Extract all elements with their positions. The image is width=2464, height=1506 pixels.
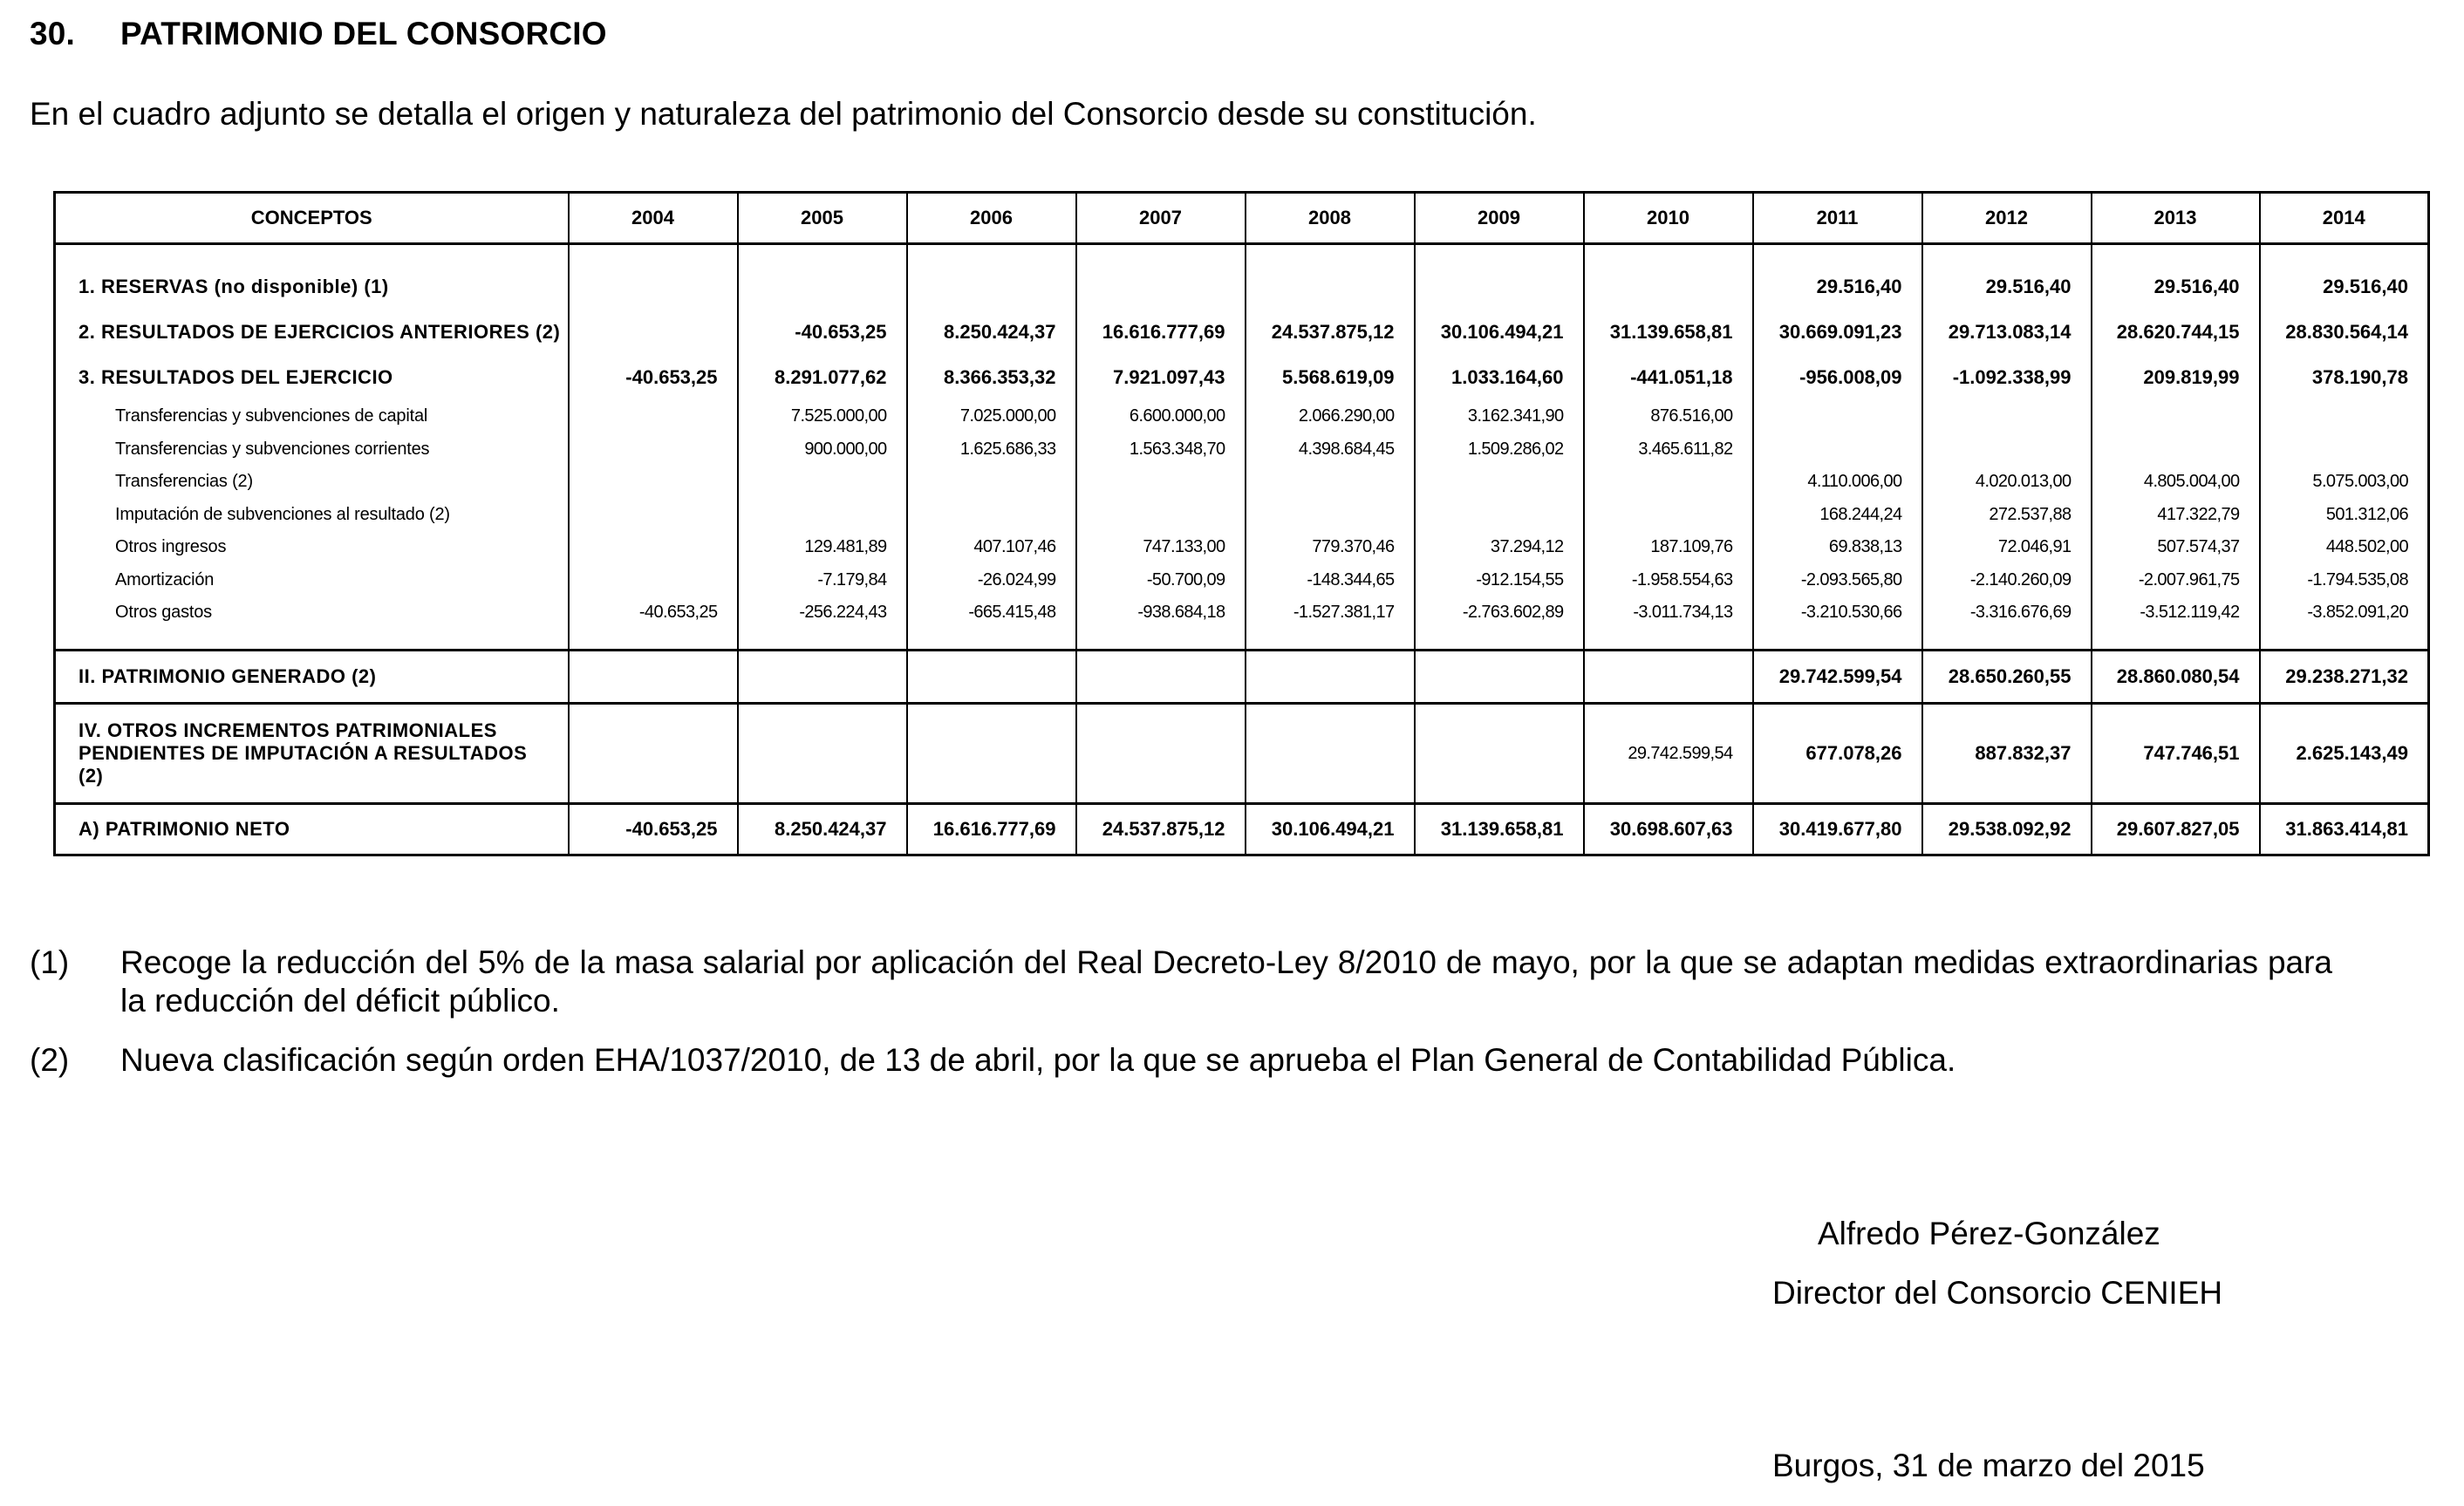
table-cell: 8.291.077,62 — [738, 355, 907, 400]
footnote-text: Recoge la reducción del 5% de la masa salarial por aplicación del Real Decreto-Ley 8/2010 de mayo, por la que se adaptan medidas extraordinarias para la reducción del déficit público. — [120, 944, 2332, 1019]
table-cell: 168.244,24 — [1753, 499, 1922, 532]
table-cell: 5.075.003,00 — [2260, 466, 2429, 499]
table-cell: 29.516,40 — [1922, 244, 2092, 310]
table-cell: -1.527.381,17 — [1246, 596, 1415, 630]
column-header: 2014 — [2260, 193, 2429, 244]
table-cell: 8.250.424,37 — [907, 310, 1076, 355]
table-cell — [1584, 499, 1753, 532]
table-cell: 7.025.000,00 — [907, 400, 1076, 433]
section-heading — [30, 16, 607, 52]
table-cell — [1246, 703, 1415, 803]
table-cell: 187.109,76 — [1584, 531, 1753, 564]
table-cell: -1.794.535,08 — [2260, 564, 2429, 597]
column-header: 2013 — [2092, 193, 2260, 244]
table-cell: 69.838,13 — [1753, 531, 1922, 564]
table-cell: 1.625.686,33 — [907, 433, 1076, 467]
table-cell: 876.516,00 — [1584, 400, 1753, 433]
table-subrow — [55, 499, 2429, 532]
table-cell: 29.516,40 — [2092, 244, 2260, 310]
row-label: 2. RESULTADOS DE EJERCICIOS ANTERIORES (2) — [55, 310, 569, 355]
table-cell: -665.415,48 — [907, 596, 1076, 630]
table-cell: 72.046,91 — [1922, 531, 2092, 564]
table-cell: 29.516,40 — [1753, 244, 1922, 310]
table-cell: -3.316.676,69 — [1922, 596, 2092, 630]
table-cell: -26.024,99 — [907, 564, 1076, 597]
table-cell — [2092, 433, 2260, 467]
subrow-label: Amortización — [55, 564, 569, 597]
table-cell — [569, 650, 738, 703]
table-cell — [569, 310, 738, 355]
table-cell — [907, 466, 1076, 499]
table-cell: 29.713.083,14 — [1922, 310, 2092, 355]
table-cell: 779.370,46 — [1246, 531, 1415, 564]
column-header: 2004 — [569, 193, 738, 244]
table-subrow — [55, 596, 2429, 630]
table-cell: 4.805.004,00 — [2092, 466, 2260, 499]
table-cell — [569, 703, 738, 803]
row-label-line: (2) — [78, 764, 104, 787]
table-cell: 900.000,00 — [738, 433, 907, 467]
table-cell — [1753, 433, 1922, 467]
row-label: II. PATRIMONIO GENERADO (2) — [55, 650, 569, 703]
table-cell: 30.106.494,21 — [1246, 803, 1415, 855]
table-cell: -2.093.565,80 — [1753, 564, 1922, 597]
table-cell: 24.537.875,12 — [1246, 310, 1415, 355]
table-row-patrimonio-generado — [55, 650, 2429, 703]
table-cell — [1415, 244, 1584, 310]
table-cell — [1076, 650, 1246, 703]
table-cell: -2.140.260,09 — [1922, 564, 2092, 597]
patrimonio-table — [53, 191, 2430, 856]
table-cell: 378.190,78 — [2260, 355, 2429, 400]
table-cell — [1076, 499, 1246, 532]
table-cell: 8.250.424,37 — [738, 803, 907, 855]
table-cell: -2.007.961,75 — [2092, 564, 2260, 597]
table-cell — [1246, 499, 1415, 532]
table-cell: 28.620.744,15 — [2092, 310, 2260, 355]
table-cell: 30.106.494,21 — [1415, 310, 1584, 355]
table-cell: 6.600.000,00 — [1076, 400, 1246, 433]
table-cell — [1076, 244, 1246, 310]
table-cell — [907, 499, 1076, 532]
table-cell: 29.742.599,54 — [1753, 650, 1922, 703]
place-and-date: Burgos, 31 de marzo del 2015 — [1772, 1448, 2205, 1483]
table-cell — [1584, 466, 1753, 499]
table-cell — [2260, 433, 2429, 467]
table-cell: -3.210.530,66 — [1753, 596, 1922, 630]
table-cell: 4.110.006,00 — [1753, 466, 1922, 499]
table-subrow — [55, 433, 2429, 467]
table-cell — [2260, 400, 2429, 433]
table-cell — [1076, 466, 1246, 499]
footnotes — [30, 944, 2332, 1101]
column-header: CONCEPTOS — [55, 193, 569, 244]
row-label: 1. RESERVAS (no disponible) (1) — [55, 244, 569, 310]
table-cell: 16.616.777,69 — [907, 803, 1076, 855]
table-cell: 31.139.658,81 — [1415, 803, 1584, 855]
table-cell — [1584, 650, 1753, 703]
table-cell — [1415, 499, 1584, 532]
table-cell: 29.238.271,32 — [2260, 650, 2429, 703]
table-cell: 30.669.091,23 — [1753, 310, 1922, 355]
table-cell — [569, 244, 738, 310]
table-cell: -956.008,09 — [1753, 355, 1922, 400]
table-cell: 24.537.875,12 — [1076, 803, 1246, 855]
table-cell: 129.481,89 — [738, 531, 907, 564]
table-cell: 209.819,99 — [2092, 355, 2260, 400]
column-header: 2007 — [1076, 193, 1246, 244]
table-cell: 1.509.286,02 — [1415, 433, 1584, 467]
table-cell: -3.011.734,13 — [1584, 596, 1753, 630]
table-subrow — [55, 466, 2429, 499]
table-cell — [1415, 466, 1584, 499]
table-row — [55, 310, 2429, 355]
footnote-text: Nueva clasificación según orden EHA/1037/2010, de 13 de abril, por la que se aprueba el Plan General de Contabilidad Pública. — [120, 1042, 1956, 1078]
table-cell — [569, 564, 738, 597]
row-label-line: PENDIENTES DE IMPUTACIÓN A RESULTADOS — [78, 741, 528, 764]
table-header-row — [55, 193, 2429, 244]
signatory-name: Alfredo Pérez-González — [1818, 1216, 2160, 1251]
table-cell: -441.051,18 — [1584, 355, 1753, 400]
table-cell: 1.563.348,70 — [1076, 433, 1246, 467]
footnote — [30, 1041, 2332, 1080]
column-header: 2012 — [1922, 193, 2092, 244]
table-cell: 7.921.097,43 — [1076, 355, 1246, 400]
table-cell: 677.078,26 — [1753, 703, 1922, 803]
table-cell: 29.538.092,92 — [1922, 803, 2092, 855]
table-cell — [1922, 433, 2092, 467]
table-cell: 2.066.290,00 — [1246, 400, 1415, 433]
footnote-marker: (2) — [30, 1042, 70, 1078]
row-label-line: IV. OTROS INCREMENTOS PATRIMONIALES — [78, 719, 497, 741]
table-cell — [569, 499, 738, 532]
table-cell: -256.224,43 — [738, 596, 907, 630]
section-title: PATRIMONIO DEL CONSORCIO — [120, 16, 607, 51]
table-cell: 29.516,40 — [2260, 244, 2429, 310]
table-cell — [1584, 244, 1753, 310]
table-cell: -7.179,84 — [738, 564, 907, 597]
column-header: 2005 — [738, 193, 907, 244]
table-cell — [907, 650, 1076, 703]
table-cell — [907, 703, 1076, 803]
table-cell: 28.650.260,55 — [1922, 650, 2092, 703]
table-cell: 501.312,06 — [2260, 499, 2429, 532]
table-cell — [738, 499, 907, 532]
table-cell: 417.322,79 — [2092, 499, 2260, 532]
table-row-otros-incrementos — [55, 703, 2429, 803]
table-cell: 31.863.414,81 — [2260, 803, 2429, 855]
footnote-marker: (1) — [30, 944, 70, 980]
table-cell — [1922, 400, 2092, 433]
table-cell — [569, 466, 738, 499]
subrow-label: Otros ingresos — [55, 531, 569, 564]
table-row — [55, 355, 2429, 400]
table-cell — [1246, 244, 1415, 310]
table-cell: 5.568.619,09 — [1246, 355, 1415, 400]
table-cell: 28.860.080,54 — [2092, 650, 2260, 703]
table-cell: -3.852.091,20 — [2260, 596, 2429, 630]
table-cell — [738, 244, 907, 310]
table-cell: -1.092.338,99 — [1922, 355, 2092, 400]
table-cell: 272.537,88 — [1922, 499, 2092, 532]
table-subrow — [55, 564, 2429, 597]
table-cell: 2.625.143,49 — [2260, 703, 2429, 803]
subrow-label: Transferencias (2) — [55, 466, 569, 499]
table-cell — [1753, 400, 1922, 433]
table-cell: -938.684,18 — [1076, 596, 1246, 630]
table-cell: 3.465.611,82 — [1584, 433, 1753, 467]
intro-paragraph: En el cuadro adjunto se detalla el origen y naturaleza del patrimonio del Consorcio desde su constitución. — [30, 96, 1537, 132]
table-cell — [569, 433, 738, 467]
table-row — [55, 244, 2429, 310]
table-cell — [738, 466, 907, 499]
column-header: 2008 — [1246, 193, 1415, 244]
table-cell: 8.366.353,32 — [907, 355, 1076, 400]
table-cell: 37.294,12 — [1415, 531, 1584, 564]
row-label — [55, 703, 569, 803]
table-cell: 7.525.000,00 — [738, 400, 907, 433]
column-header: 2006 — [907, 193, 1076, 244]
table-cell: 30.419.677,80 — [1753, 803, 1922, 855]
table-cell: -40.653,25 — [569, 596, 738, 630]
table-row-patrimonio-neto — [55, 803, 2429, 855]
table-cell: -40.653,25 — [569, 803, 738, 855]
table-cell: -2.763.602,89 — [1415, 596, 1584, 630]
table-cell: 30.698.607,63 — [1584, 803, 1753, 855]
table-subrow — [55, 400, 2429, 433]
subrow-label: Transferencias y subvenciones de capital — [55, 400, 569, 433]
table-cell: 4.020.013,00 — [1922, 466, 2092, 499]
column-header: 2010 — [1584, 193, 1753, 244]
row-label: A) PATRIMONIO NETO — [55, 803, 569, 855]
signatory-title: Director del Consorcio CENIEH — [1772, 1275, 2223, 1311]
table-cell: 4.398.684,45 — [1246, 433, 1415, 467]
table-cell: 16.616.777,69 — [1076, 310, 1246, 355]
table-cell: 747.746,51 — [2092, 703, 2260, 803]
table-cell: -1.958.554,63 — [1584, 564, 1753, 597]
table-cell: 1.033.164,60 — [1415, 355, 1584, 400]
table-cell — [1246, 466, 1415, 499]
table-cell: 407.107,46 — [907, 531, 1076, 564]
table-cell: 507.574,37 — [2092, 531, 2260, 564]
table-cell — [2092, 400, 2260, 433]
table-cell: 29.607.827,05 — [2092, 803, 2260, 855]
subrow-label: Transferencias y subvenciones corrientes — [55, 433, 569, 467]
table-cell — [738, 703, 907, 803]
table-spacer-row — [55, 630, 2429, 651]
table-cell: -148.344,65 — [1246, 564, 1415, 597]
table-cell — [1415, 703, 1584, 803]
table-cell: -40.653,25 — [569, 355, 738, 400]
table-cell: -912.154,55 — [1415, 564, 1584, 597]
table-cell: 31.139.658,81 — [1584, 310, 1753, 355]
table-cell: 3.162.341,90 — [1415, 400, 1584, 433]
table-cell — [738, 650, 907, 703]
table-cell — [1246, 650, 1415, 703]
subrow-label: Imputación de subvenciones al resultado (2) — [55, 499, 569, 532]
table-cell: 28.830.564,14 — [2260, 310, 2429, 355]
table-cell: 448.502,00 — [2260, 531, 2429, 564]
table-subrow — [55, 531, 2429, 564]
footnote — [30, 944, 2332, 1020]
table-cell: 887.832,37 — [1922, 703, 2092, 803]
table-cell — [569, 400, 738, 433]
table-cell: 29.742.599,54 — [1584, 703, 1753, 803]
table-cell: -50.700,09 — [1076, 564, 1246, 597]
subrow-label: Otros gastos — [55, 596, 569, 630]
table-cell: -40.653,25 — [738, 310, 907, 355]
table-cell — [569, 531, 738, 564]
section-number: 30. — [30, 16, 76, 51]
table-cell — [1076, 703, 1246, 803]
table-cell — [1415, 650, 1584, 703]
table-cell — [907, 244, 1076, 310]
column-header: 2011 — [1753, 193, 1922, 244]
table-cell: 747.133,00 — [1076, 531, 1246, 564]
row-label: 3. RESULTADOS DEL EJERCICIO — [55, 355, 569, 400]
column-header: 2009 — [1415, 193, 1584, 244]
table-cell: -3.512.119,42 — [2092, 596, 2260, 630]
